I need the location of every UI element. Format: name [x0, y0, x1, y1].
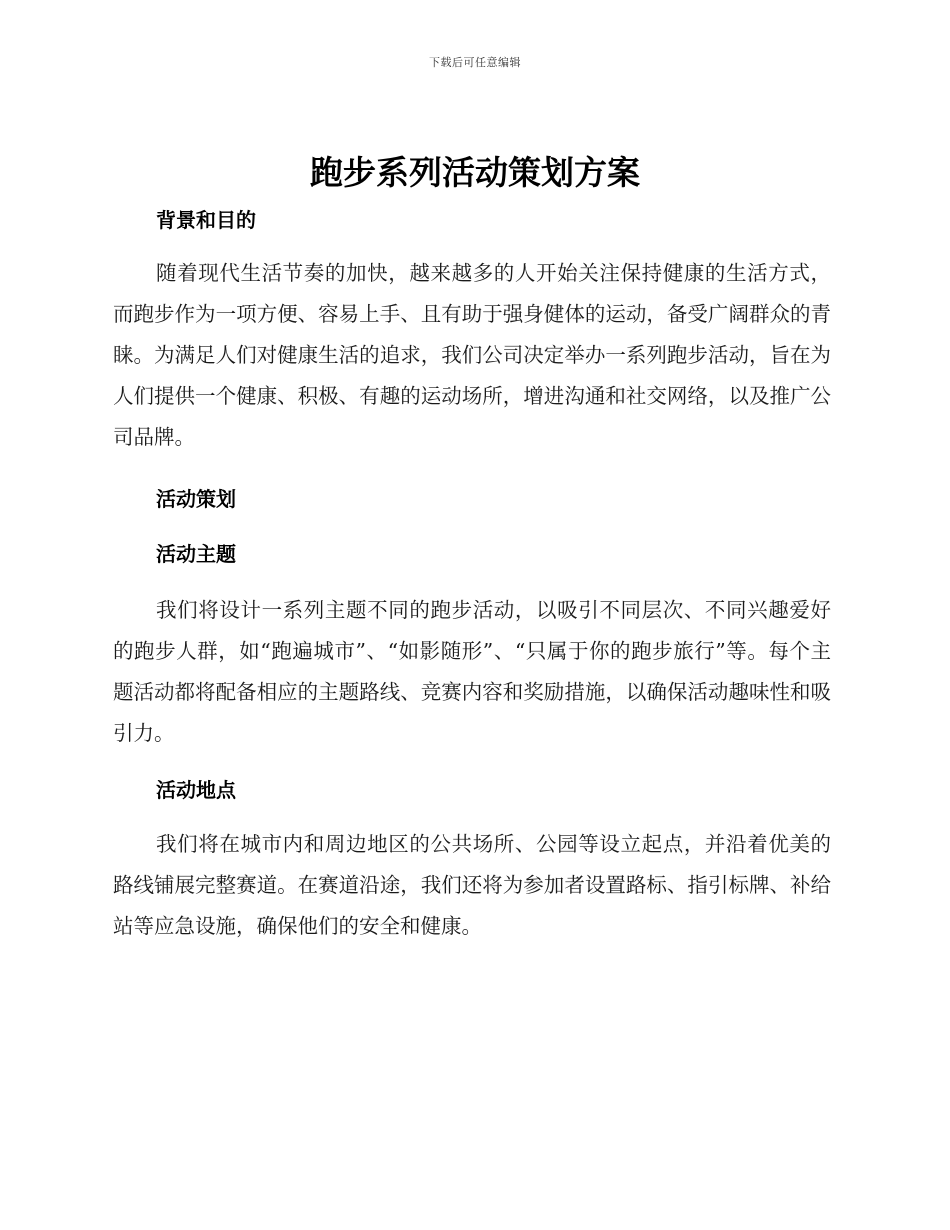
- section-heading-planning: 活动策划: [156, 487, 236, 511]
- paragraph-background: 随着现代生活节奏的加快，越来越多的人开始关注保持健康的生活方式，而跑步作为一项方便、容易上手、且有助于强身健体的运动，备受广阔群众的青睐。为满足人们对健康生活的追求，我们公司决定举办一系列跑步活动，旨在为人们提供一个健康、积极、有趣的运动场所，增进沟通和社交网络，以及推广公司品牌。: [113, 261, 831, 449]
- section-heading-location: 活动地点: [156, 778, 236, 802]
- paragraph-location: 我们将在城市内和周边地区的公共场所、公园等设立起点，并沿着优美的路线铺展完整赛道。在赛道沿途，我们还将为参加者设置路标、指引标牌、补给站等应急设施，确保他们的安全和健康。: [113, 832, 831, 938]
- section-heading-theme: 活动主题: [156, 542, 236, 566]
- document-title: 跑步系列活动策划方案: [310, 153, 640, 192]
- page-header-note: 下载后可任意编辑: [429, 56, 521, 69]
- paragraph-theme: 我们将设计一系列主题不同的跑步活动，以吸引不同层次、不同兴趣爱好的跑步人群，如“跑遍城市”、“如影随形”、“只属于你的跑步旅行”等。每个主题活动都将配备相应的主题路线、竞赛内容和奖励措施，以确保活动趣味性和吸引力。: [113, 598, 831, 745]
- section-heading-background: 背景和目的: [156, 208, 256, 232]
